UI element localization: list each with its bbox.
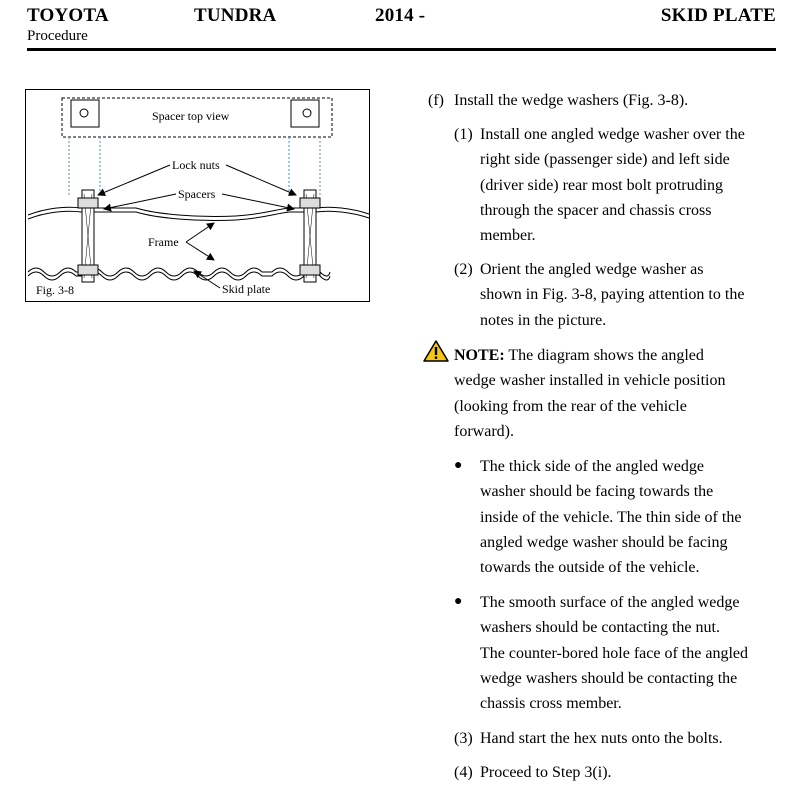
warning-triangle-icon bbox=[422, 339, 450, 363]
bullet-dot: ● bbox=[454, 458, 463, 473]
sub2-marker: (2) bbox=[454, 261, 473, 278]
header-title: SKID PLATE bbox=[660, 5, 776, 26]
bullet-dot: ● bbox=[454, 594, 463, 609]
skid-plate-diagram bbox=[26, 90, 371, 303]
label-lock-nuts: Lock nuts bbox=[172, 158, 220, 172]
note-line-2: (looking from the rear of the vehicle bbox=[454, 397, 687, 415]
label-spacer-top-view: Spacer top view bbox=[152, 109, 230, 123]
header-subtitle: Procedure bbox=[27, 28, 88, 44]
note-label: NOTE: bbox=[454, 347, 505, 364]
header-make: TOYOTA bbox=[27, 5, 109, 26]
figure-3-8 bbox=[25, 89, 370, 302]
header-rule bbox=[27, 48, 776, 51]
bullet-2-text: The smooth surface of the angled wedge washers should be contacting the nut. The counter-bored hole face of the angled wedge washers should be contacting the chassis cross member. bbox=[480, 594, 748, 713]
spacer-right-hole bbox=[303, 109, 311, 117]
note-line-1: wedge washer installed in vehicle position bbox=[454, 372, 726, 390]
skid-plate-lower bbox=[28, 268, 330, 276]
sub4-marker: (4) bbox=[454, 764, 473, 781]
step-f-marker: (f) bbox=[428, 92, 444, 109]
label-spacers: Spacers bbox=[178, 187, 216, 201]
left-bolt-assembly bbox=[78, 190, 98, 282]
label-skid-plate: Skid plate bbox=[222, 282, 271, 296]
label-fig: Fig. 3-8 bbox=[36, 283, 75, 297]
sub3-text: Hand start the hex nuts onto the bolts. bbox=[480, 730, 723, 747]
note-line-0: The diagram shows the angled bbox=[508, 347, 704, 364]
right-bolt-assembly bbox=[300, 190, 320, 282]
spacer-right-top bbox=[291, 100, 319, 127]
bullet-1-text: The thick side of the angled wedge washer should be facing towards the inside of the vehicle. The thin side of the angled wedge washer should be facing towards the outside of the vehicle. bbox=[480, 458, 742, 577]
sub1-marker: (1) bbox=[454, 126, 473, 143]
label-frame: Frame bbox=[148, 235, 179, 249]
header-year: 2014 - bbox=[375, 5, 426, 26]
step-f-text: Install the wedge washers (Fig. 3-8). bbox=[454, 92, 689, 109]
spacer-left-hole bbox=[80, 109, 88, 117]
sub1-text: Install one angled wedge washer over the right side (passenger side) and left side (driver side) rear most bolt protruding through the spacer and chassis cross member. bbox=[480, 126, 745, 245]
note-line-3: forward). bbox=[454, 422, 514, 440]
header-model: TUNDRA bbox=[194, 5, 277, 26]
note-block bbox=[454, 343, 794, 444]
sub2-text: Orient the angled wedge washer as shown in Fig. 3-8, paying attention to the notes in the picture. bbox=[480, 261, 745, 329]
callout-arrows bbox=[98, 165, 296, 288]
spacer-left-top bbox=[71, 100, 99, 127]
sub4-text: Proceed to Step 3(i). bbox=[480, 764, 612, 781]
sub3-marker: (3) bbox=[454, 730, 473, 747]
